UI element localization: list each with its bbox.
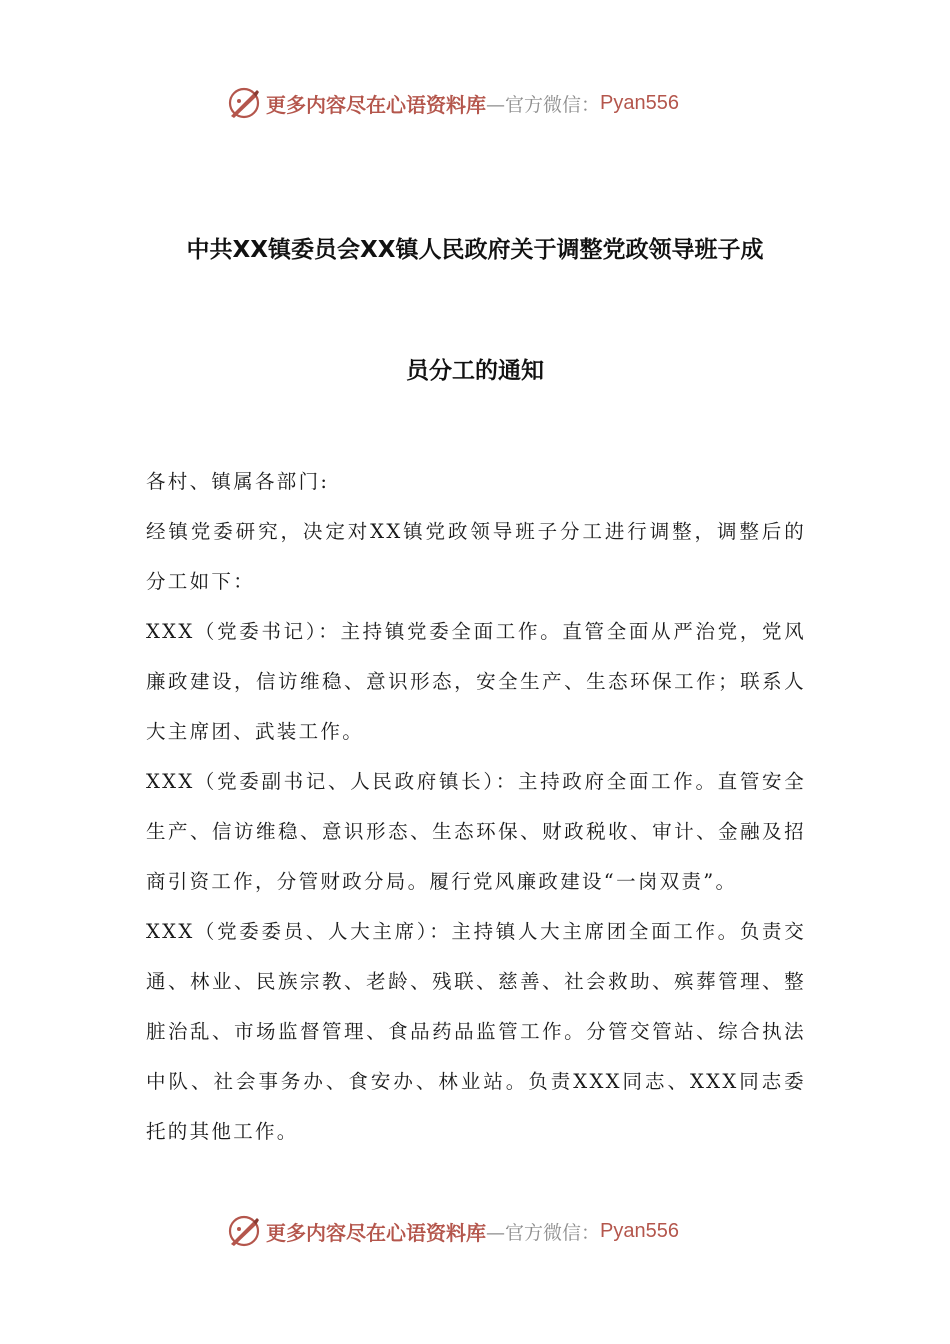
paragraph-party-secretary: XXX（党委书记）：主持镇党委全面工作。直管全面从严治党，党风廉政建设，信访维稳、意识形态，安全生产、生态环保工作；联系人大主席团、武装工作。 bbox=[146, 620, 806, 743]
watermark-handle: Pyan556 bbox=[600, 91, 679, 114]
document-title-line1: 中共XX镇委员会XX镇人民政府关于调整党政领导班子成 bbox=[186, 237, 764, 263]
salutation: 各村、镇属各部门: bbox=[146, 470, 330, 493]
pen-logo-icon bbox=[226, 1213, 262, 1249]
watermark-gray-text: —官方微信： bbox=[486, 93, 601, 116]
watermark-header bbox=[226, 83, 679, 123]
pen-logo-icon bbox=[226, 85, 262, 121]
watermark-red-text: 更多内容尽在心语资料库 bbox=[266, 92, 486, 117]
paragraph-intro: 经镇党委研究，决定对XX镇党政领导班子分工进行调整，调整后的分工如下： bbox=[146, 520, 806, 593]
document-body bbox=[146, 457, 806, 1157]
watermark-footer bbox=[226, 1211, 679, 1251]
paragraph-npc-chairman: XXX（党委委员、人大主席）：主持镇人大主席团全面工作。负责交通、林业、民族宗教、老龄、残联、慈善、社会救助、殡葬管理、整脏治乱、市场监督管理、食品药品监管工作。分管交管站、综合执法中队、社会事务办、食安办、林业站。负责XXX同志、XXX同志委托的其他工作。 bbox=[146, 920, 806, 1143]
watermark-handle: Pyan556 bbox=[600, 1219, 679, 1242]
document-title-line2: 员分工的通知 bbox=[406, 358, 544, 384]
watermark-gray-text: —官方微信： bbox=[486, 1221, 601, 1244]
paragraph-town-mayor: XXX（党委副书记、人民政府镇长）：主持政府全面工作。直管安全生产、信访维稳、意识形态、生态环保、财政税收、审计、金融及招商引资工作，分管财政分局。履行党风廉政建设“一岗双责”。 bbox=[146, 770, 806, 893]
watermark-red-text: 更多内容尽在心语资料库 bbox=[266, 1220, 486, 1245]
